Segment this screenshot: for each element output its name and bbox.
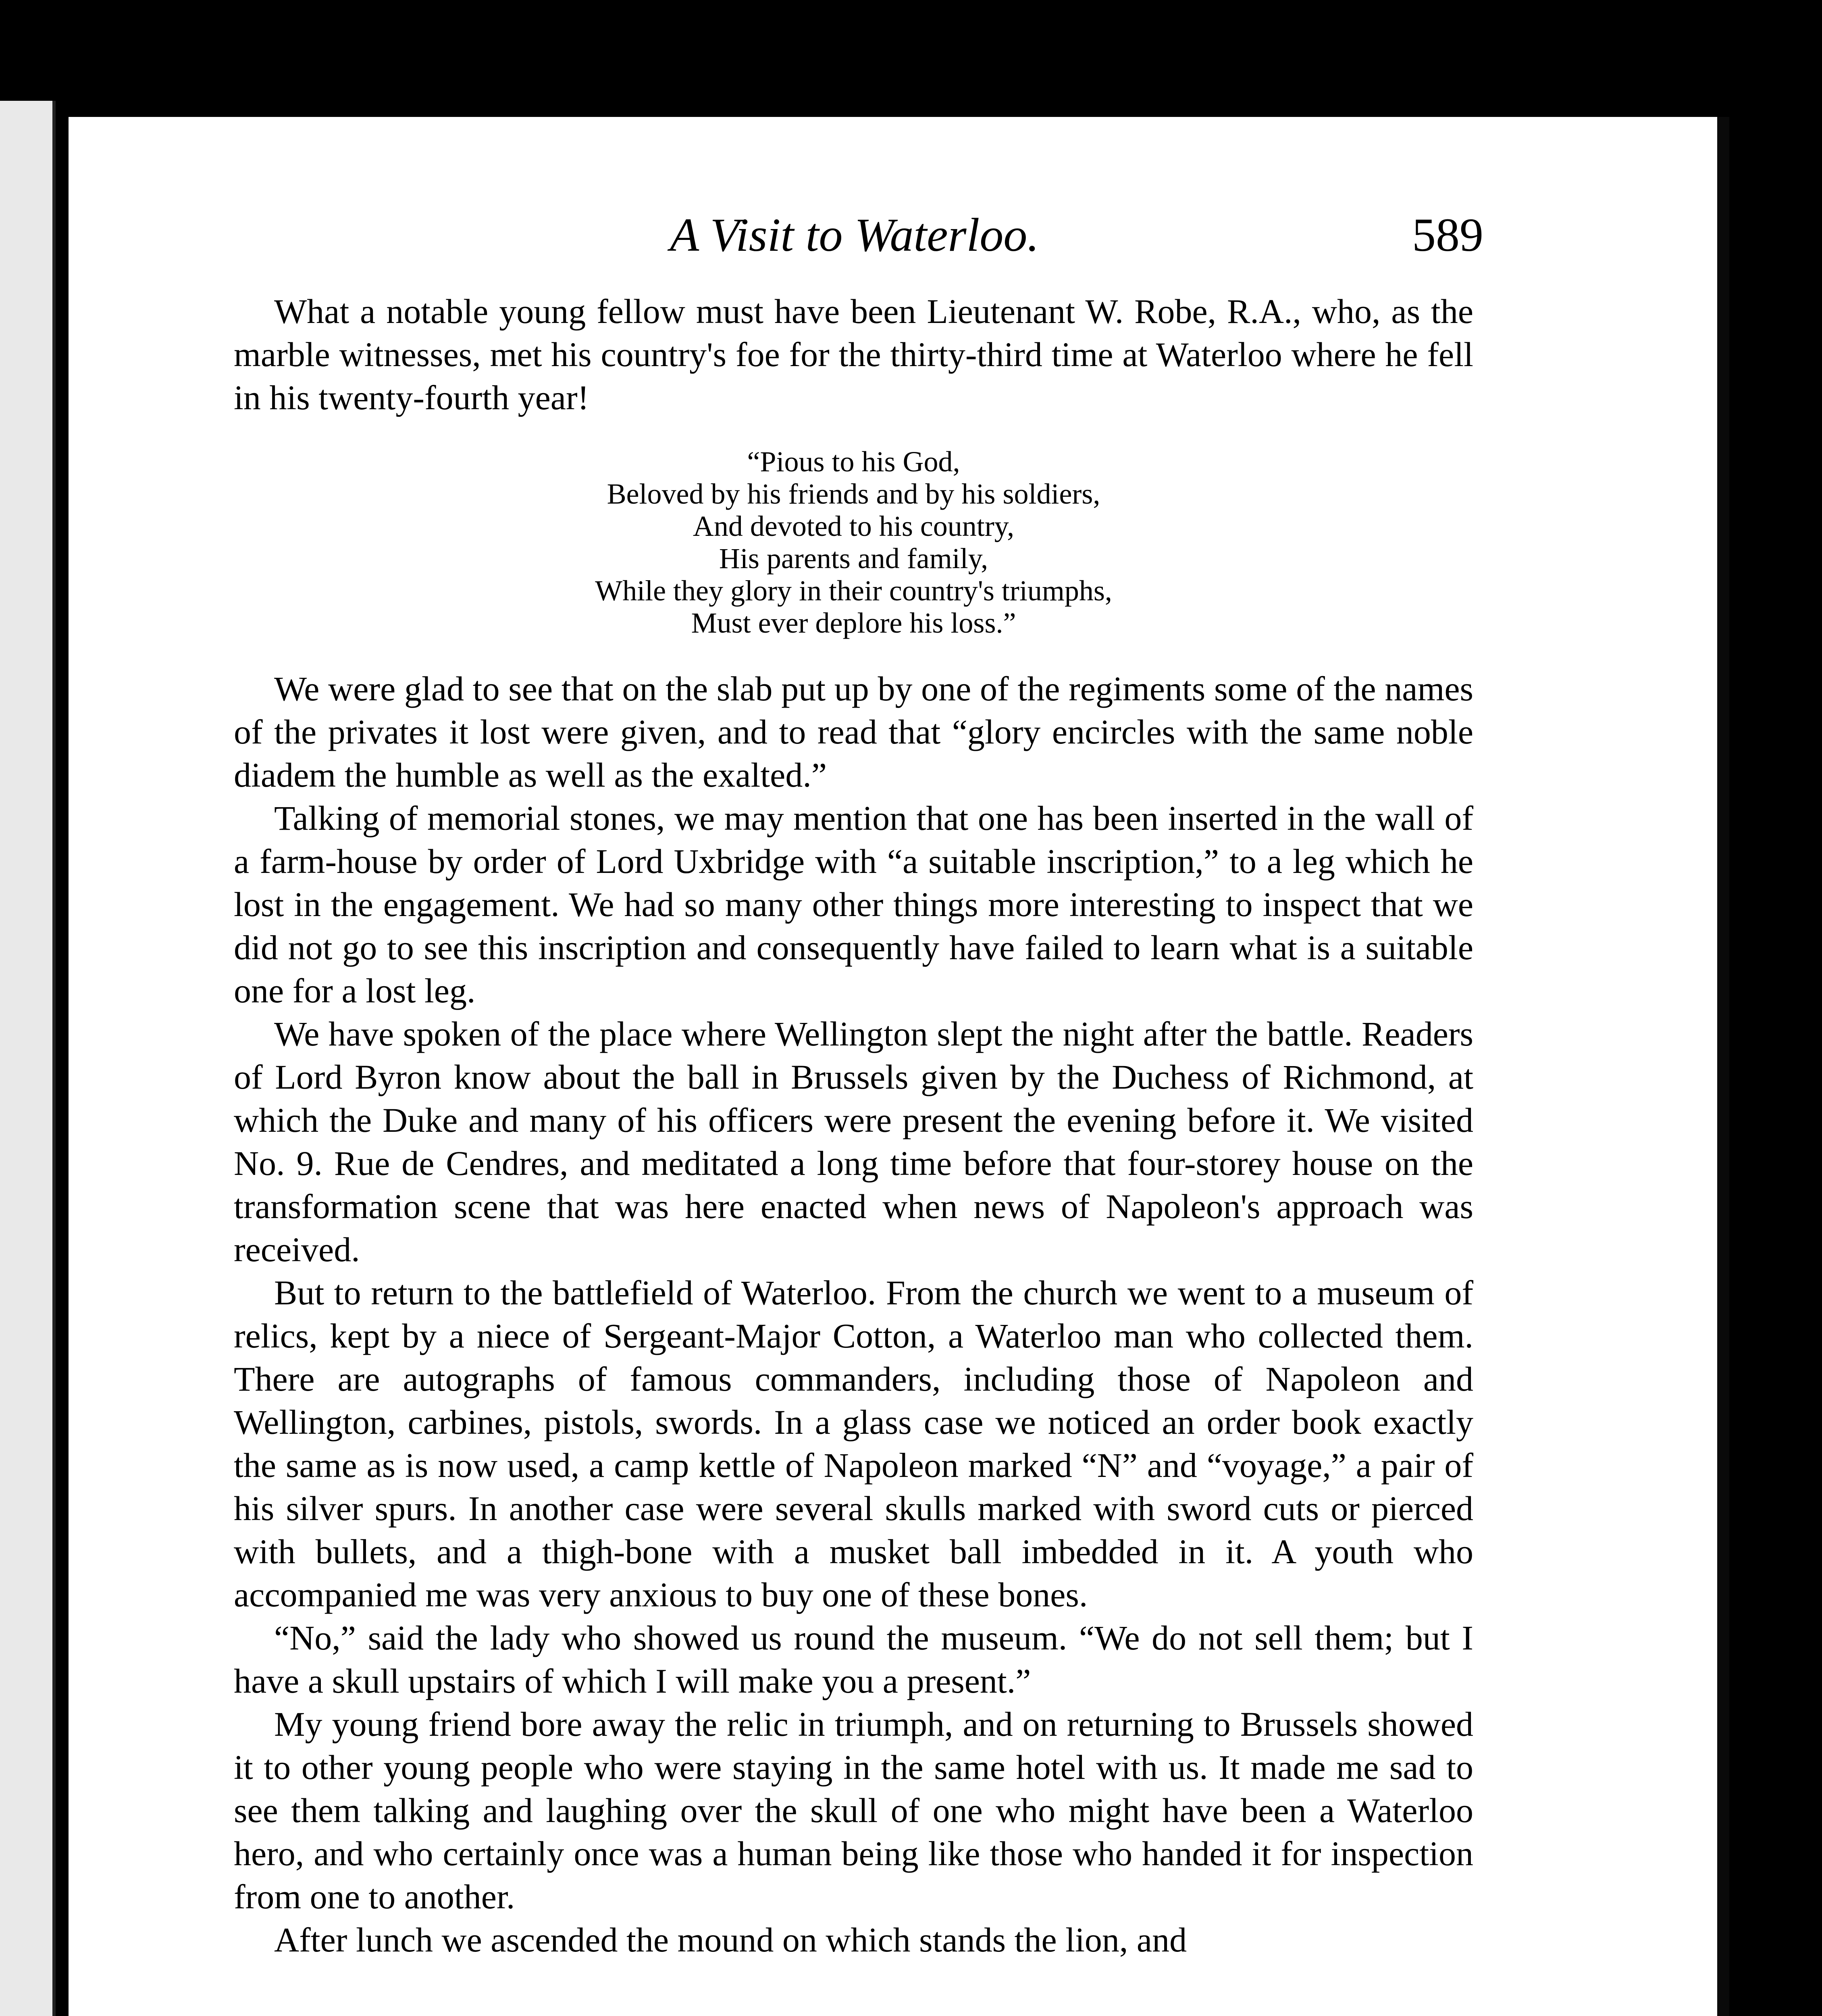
running-title: A Visit to Waterloo. xyxy=(670,208,1039,261)
quote-line: “Pious to his God, xyxy=(747,446,960,478)
paragraph: After lunch we ascended the mound on which stands the lion, and xyxy=(274,1920,1187,1959)
body-text xyxy=(234,290,1473,1962)
quote-line: And devoted to his country, xyxy=(693,510,1015,542)
quote-line: Must ever deplore his loss.” xyxy=(691,607,1016,639)
paragraph: We have spoken of the place where Wellington slept the night after the battle. Readers of Lord Byron know about the ball in Brussels given by the Duchess of Richmond, at which the Duke and many of his officers were present the evening before it. We visited No. 9. Rue de Cendres, and meditated a long time before that four-storey house on the transformation scene that was here enacted when news of Napoleon's approach was received. xyxy=(234,1014,1473,1269)
epitaph-quote xyxy=(234,446,1473,639)
paragraph: We were glad to see that on the slab put up by one of the regiments some of the names of the privates it lost were given, and to read that “glory encircles with the same noble diadem the humble as well as the exalted.” xyxy=(234,669,1473,794)
paragraph: “No,” said the lady who showed us round the museum. “We do not sell them; but I have a skull upstairs of which I will make you a present.” xyxy=(234,1618,1473,1700)
paragraph: My young friend bore away the relic in triumph, and on returning to Brussels showed it to other young people who were staying in the same hotel with us. It made me sad to see them talking and laughing over the skull of one who might have been a Waterloo hero, and who certainly once was a human being like those who handed it for inspection from one to another. xyxy=(234,1705,1473,1916)
paragraph: What a notable young fellow must have been Lieutenant W. Robe, R.A., who, as the marble witnesses, met his country's foe for the thirty-third time at Waterloo where he fell in his twenty-fourth year! xyxy=(234,292,1473,417)
quote-line: While they glory in their country's triumphs, xyxy=(595,575,1112,607)
adjacent-page-edge xyxy=(0,101,56,2016)
paragraph: But to return to the battlefield of Waterloo. From the church we went to a museum of relics, kept by a niece of Sergeant-Major Cotton, a Waterloo man who collected them. There are autographs of famous commanders, including those of Napoleon and Wellington, carbines, pistols, swords. In a glass case we noticed an order book exactly the same as is now used, a camp kettle of Napoleon marked “N” and “voyage,” a pair of his silver spurs. In another case were several skulls marked with sword cuts or pierced with bullets, and a thigh-bone with a musket ball imbedded in it. A youth who accompanied me was very anxious to buy one of these bones. xyxy=(234,1273,1473,1614)
paragraph: Talking of memorial stones, we may mention that one has been inserted in the wall of a farm-house by order of Lord Uxbridge with “a suitable inscription,” to a leg which he lost in the engagement. We had so many other things more interesting to inspect that we did not go to see this inscription and consequently have failed to learn what is a suitable one for a lost leg. xyxy=(234,799,1473,1010)
page-header xyxy=(226,203,1483,267)
quote-line: Beloved by his friends and by his soldiers, xyxy=(607,478,1100,510)
quote-line: His parents and family, xyxy=(719,542,988,575)
page-number: 589 xyxy=(1412,208,1483,261)
